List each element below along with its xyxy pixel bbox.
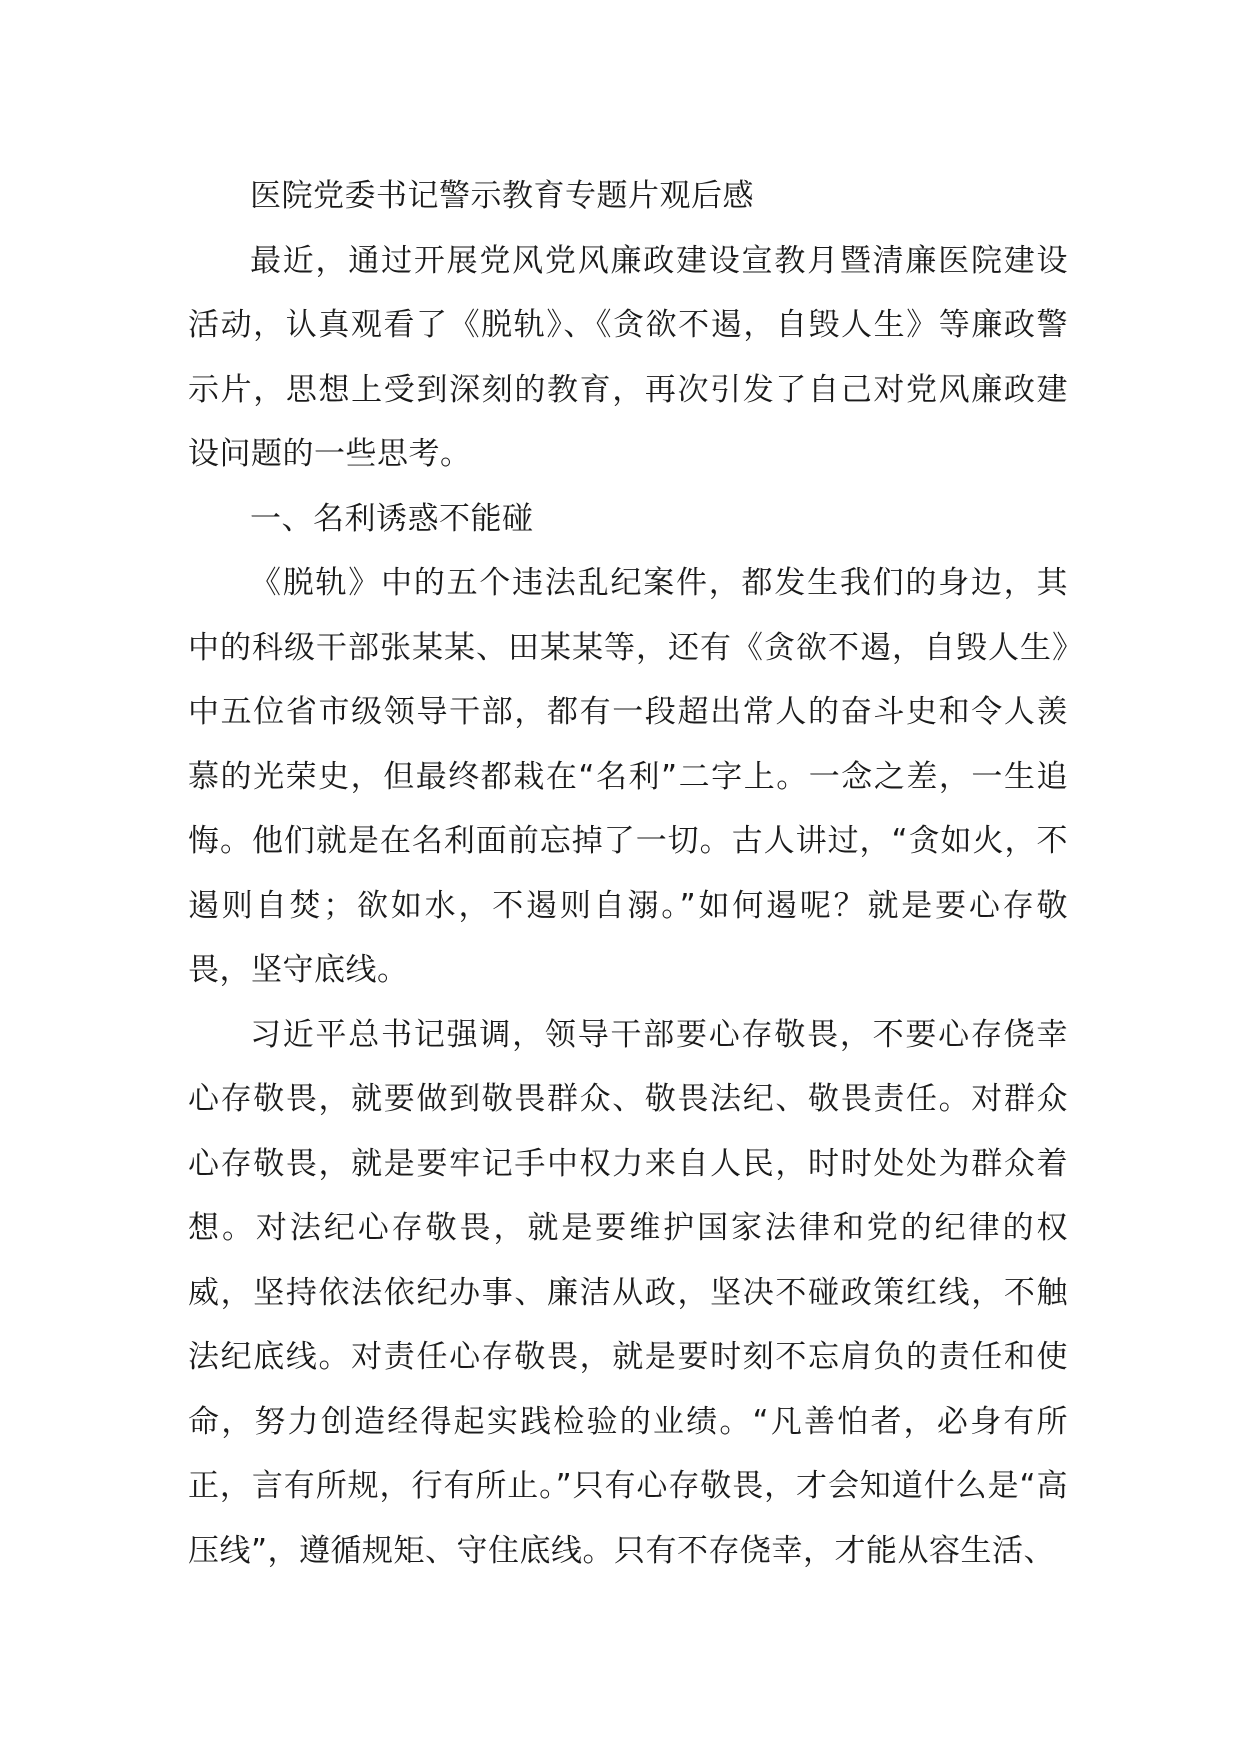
- document-body: [188, 164, 1068, 1583]
- paragraph-section-1-continued: 习近平总书记强调，领导干部要心存敬畏，不要心存侥幸心存敬畏，就要做到敬畏群众、敬畏法纪、敬畏责任。对群众心存敬畏，就是要牢记手中权力来自人民，时时处处为群众着想。对法纪心存敬畏，就是要维护国家法律和党的纪律的权威，坚持依法依纪办事、廉洁从政，坚决不碰政策红线，不触法纪底线。对责任心存敬畏，就是要时刻不忘肩负的责任和使命，努力创造经得起实践检验的业绩。“凡善怕者，必身有所正，言有所规，行有所止。”只有心存敬畏，才会知道什么是“高压线”，遵循规矩、守住底线。只有不存侥幸，才能从容生活、: [188, 1016, 1068, 1569]
- document-title: 医院党委书记警示教育专题片观后感: [250, 178, 754, 214]
- paragraph-intro: 最近，通过开展党风党风廉政建设宣教月暨清廉医院建设活动，认真观看了《脱轨》、《贪欲不遏，自毁人生》等廉政警示片，思想上受到深刻的教育，再次引发了自己对党风廉政建设问题的一些思考。: [188, 242, 1068, 472]
- paragraph-section-1-body: 《脱轨》中的五个违法乱纪案件，都发生我们的身边，其中的科级干部张某某、田某某等，还有《贪欲不遏，自毁人生》中五位省市级领导干部，都有一段超出常人的奋斗史和令人羡慕的光荣史，但最终都栽在“名利”二字上。一念之差，一生追悔。他们就是在名利面前忘掉了一切。古人讲过，“贪如火，不遏则自焚；欲如水，不遏则自溺。”如何遏呢？就是要心存敬畏，坚守底线。: [188, 565, 1068, 988]
- section-heading-1: 一、名利诱惑不能碰: [250, 500, 534, 537]
